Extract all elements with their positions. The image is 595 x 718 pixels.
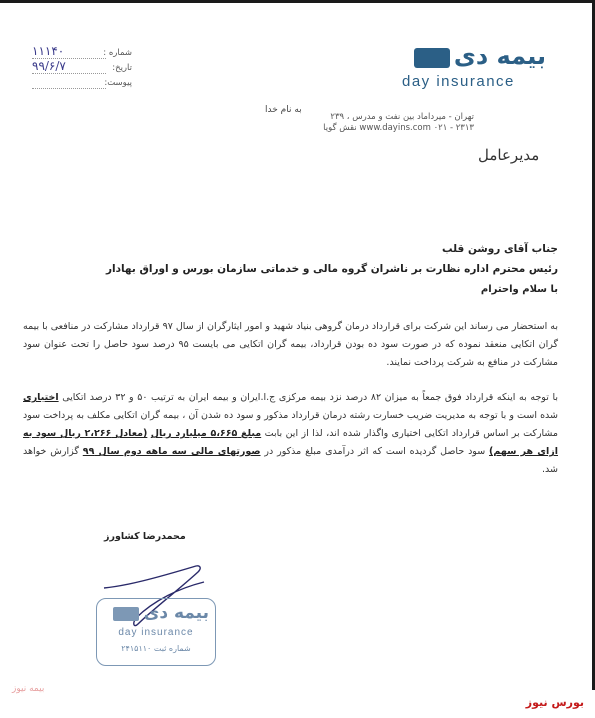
letter-number-value: ۱۱۱۴۰	[32, 44, 65, 58]
company-logo	[400, 42, 550, 92]
company-address: تهران - میرداماد بین نفت و مدرس ، ۲۳۹	[330, 112, 474, 122]
highlight-amount: مبلغ ۵،۶۶۵ میلیارد ریال	[150, 428, 262, 439]
logo-persian: بیمه دی	[453, 42, 546, 70]
letter-attachment-label: پیوست:	[104, 78, 132, 88]
company-contact: www.dayins.com ۰۲۱ - ۲۳۱۳ نقش گویا	[323, 123, 474, 133]
stamp-logo-mark-icon	[113, 607, 139, 621]
company-stamp	[96, 598, 216, 666]
letter-meta	[32, 46, 132, 91]
greeting-line: با سلام واحترام	[480, 284, 558, 295]
bismillah-heading: به نام خدا	[265, 105, 302, 115]
logo-mark-icon	[414, 48, 450, 68]
signer-name: محمدرضا کشاورز	[104, 531, 186, 542]
stamp-logo-persian: بیمه دی	[143, 603, 209, 623]
highlight-per-share: (معادل ۲،۲۶۶ ریال سود به ازای هر سهم)	[23, 428, 558, 457]
letter-date-value: ۹۹/۶/۷	[32, 59, 66, 73]
letter-number-label: شماره :	[103, 48, 132, 58]
watermark-bourse-news: بورس نیوز	[525, 696, 584, 709]
letter-attachment-row	[32, 76, 132, 91]
watermark-bimeh-news: بیمه نیوز	[12, 684, 45, 694]
stamp-registration-number: شماره ثبت ۲۴۱۵۱۱۰	[121, 644, 191, 653]
dotted-line	[32, 88, 106, 89]
recipient-position: رئیس محترم اداره نظارت بر ناشران گروه مالی و خدماتی سازمان بورس و اوراق بهادار	[105, 263, 558, 275]
recipient-name: جناب آقای روشن قلب	[442, 243, 558, 255]
ceo-office-title: مدیرعامل	[478, 146, 540, 164]
paragraph-text: گزارش خواهد شد.	[23, 446, 558, 475]
body-paragraph-1: به استحضار می رساند این شرکت برای قرارداد درمان گروهی بنیاد شهید و امور ایثارگران از سال ۹۷ قرارداد مشارکت در منافعی با بیمه گران اتکایی منعقد نموده که در صورت سود ده بودن قرارداد، بیمه گران اتکایی می بایست ۹۵ درصد سود حاصل را تحت عنوان سود مشارکت در منافع به شرکت پرداخت نمایند.	[23, 321, 558, 368]
letter-date-row	[32, 61, 132, 76]
paragraph-text: سود حاصل گردیده است که اثر درآمدی مبلغ مذکور در	[260, 446, 490, 457]
highlight-optional: اختیاری	[23, 392, 59, 403]
letter-date-label: تاریخ:	[112, 63, 132, 73]
paragraph-text: شده است و با توجه به مدیریت ضریب خسارت رشته درمان قرارداد مذکور و سود ده شدن آن ، بیمه گران اتکایی مکلف به پرداخت سود مشارکت بر اساس قرارداد اتکایی اختیاری واگذار شده اند، لذا از این بابت	[23, 410, 558, 439]
stamp-logo-english: day insurance	[118, 627, 194, 638]
logo-english: day insurance	[402, 73, 515, 90]
highlight-financial-statements: صورتهای مالی سه ماهه دوم سال ۹۹	[82, 446, 261, 457]
dotted-line	[32, 73, 106, 74]
body-paragraph-2	[23, 389, 558, 479]
paragraph-text: با توجه به اینکه قرارداد فوق جمعاً به میزان ۸۲ درصد نزد بیمه مرکزی ج.ا.ایران و بیمه ایران به ترتیب ۵۰ و ۳۲ درصد اتکایی	[58, 392, 558, 403]
